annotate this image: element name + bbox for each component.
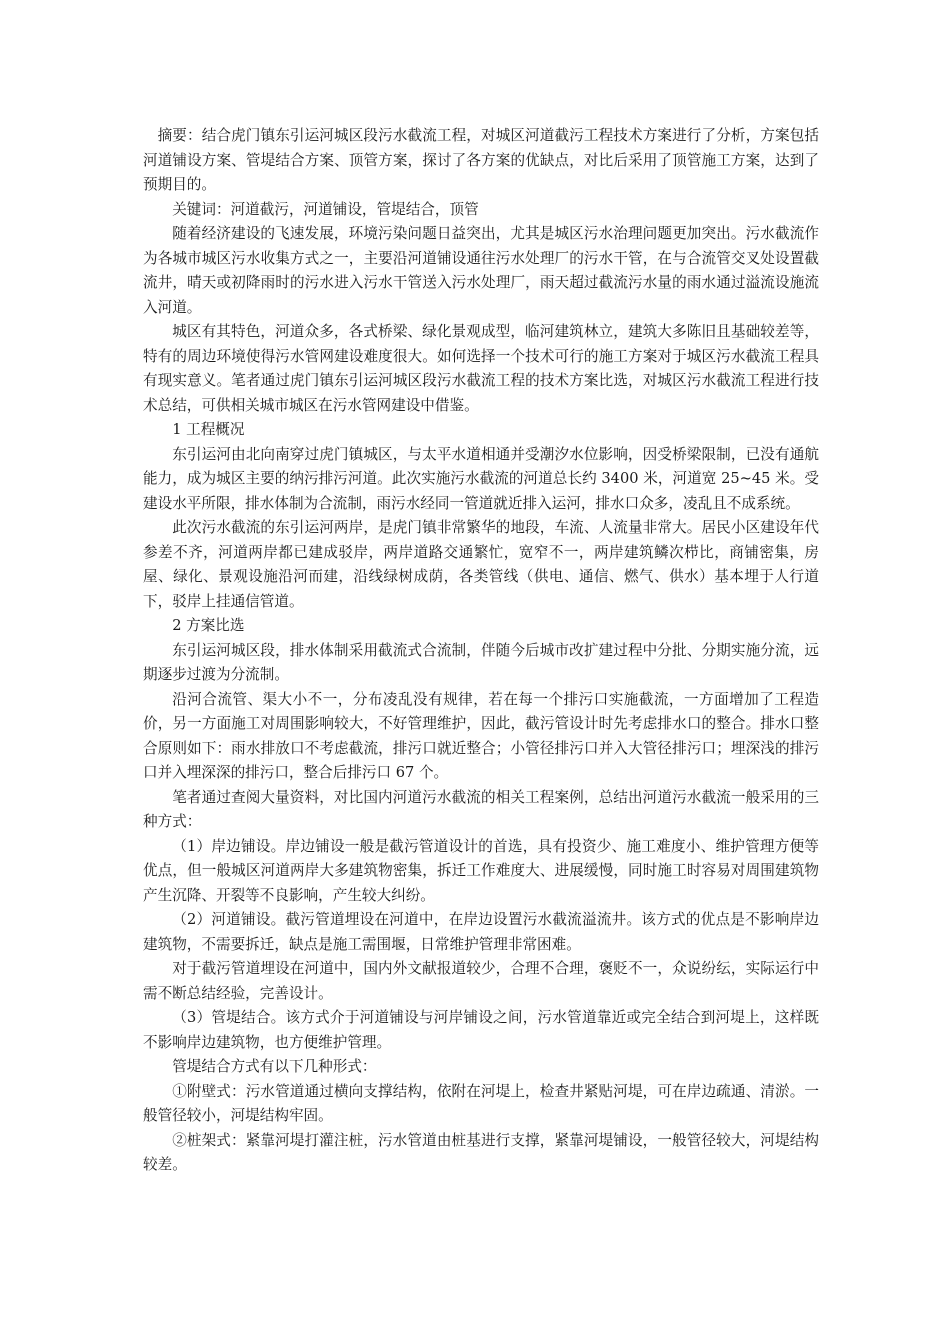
abstract-paragraph: 摘要：结合虎门镇东引运河城区段污水截流工程，对城区河道截污工程技术方案进行了分析，方案包括河道铺设方案、管堤结合方案、顶管方案，探讨了各方案的优缺点，对比后采用了顶管施工方案，达到了预期目的。 <box>143 127 819 193</box>
body-paragraph: 笔者通过查阅大量资料，对比国内河道污水截流的相关工程案例，总结出河道污水截流一般采用的三种方式： <box>143 788 819 830</box>
body-paragraph: （2）河道铺设。截污管道埋设在河道中，在岸边设置污水截流溢流井。该方式的优点是不影响岸边建筑物，不需要拆迁，缺点是施工需围堰，日常维护管理非常困难。 <box>143 911 819 953</box>
section-heading: 2 方案比选 <box>172 617 245 634</box>
body-paragraph: ①附壁式：污水管道通过横向支撑结构，依附在河堤上，检查井紧贴河堤，可在岸边疏通、清淤。一般管径较小，河堤结构牢固。 <box>143 1082 819 1124</box>
body-paragraph: （1）岸边铺设。岸边铺设一般是截污管道设计的首选，具有投资少、施工难度小、维护管理方便等优点，但一般城区河道两岸大多建筑物密集，拆迁工作难度大、进展缓慢，同时施工时容易对周围建筑物产生沉降、开裂等不良影响，产生较大纠纷。 <box>143 837 819 904</box>
section-heading: 1 工程概况 <box>172 421 245 438</box>
body-paragraph: 此次污水截流的东引运河两岸，是虎门镇非常繁华的地段，车流、人流量非常大。居民小区建设年代参差不齐，河道两岸都已建成驳岸，两岸道路交通繁忙，宽窄不一，两岸建筑鳞次栉比，商铺密集，房屋、绿化、景观设施沿河而建，沿线绿树成荫，各类管线（供电、通信、燃气、供水）基本埋于人行道下，驳岸上挂通信管道。 <box>143 519 819 610</box>
body-paragraph: （3）管堤结合。该方式介于河道铺设与河岸铺设之间，污水管道靠近或完全结合到河堤上，这样既不影响岸边建筑物，也方便维护管理。 <box>143 1009 819 1051</box>
body-paragraph: 东引运河城区段，排水体制采用截流式合流制，伴随今后城市改扩建过程中分批、分期实施分流，远期逐步过渡为分流制。 <box>143 641 819 683</box>
body-paragraph: 东引运河由北向南穿过虎门镇城区，与太平水道相通并受潮汐水位影响，因受桥梁限制，已没有通航能力，成为城区主要的纳污排污河道。此次实施污水截流的河道总长约 3400 米，河道宽 25~45 米。受建设水平所限，排水体制为合流制，雨污水经同一管道就近排入运河，排水口众多，凌乱且不成系统。 <box>143 445 819 512</box>
body-paragraph: 城区有其特色，河道众多，各式桥梁、绿化景观成型，临河建筑林立，建筑大多陈旧且基础较差等，特有的周边环境使得污水管网建设难度很大。如何选择一个技术可行的施工方案对于城区污水截流工程具有现实意义。笔者通过虎门镇东引运河城区段污水截流工程的技术方案比选，对城区污水截流工程进行技术总结，可供相关城市城区在污水管网建设中借鉴。 <box>143 323 819 414</box>
body-paragraph: 管堤结合方式有以下几种形式： <box>172 1058 377 1075</box>
body-paragraph: 沿河合流管、渠大小不一，分布凌乱没有规律，若在每一个排污口实施截流，一方面增加了工程造价，另一方面施工对周围影响较大，不好管理维护，因此，截污管设计时先考虑排水口的整合。排水口整合原则如下：雨水排放口不考虑截流，排污口就近整合；小管径排污口并入大管径排污口；埋深浅的排污口并入埋深深的排污口，整合后排污口 67 个。 <box>143 690 819 781</box>
body-paragraph: 随着经济建设的飞速发展，环境污染问题日益突出，尤其是城区污水治理问题更加突出。污水截流作为各城市城区污水收集方式之一，主要沿河道铺设通往污水处理厂的污水干管，在与合流管交叉处设置截流井，晴天或初降雨时的污水进入污水干管送入污水处理厂，雨天超过截流污水量的雨水通过溢流设施流入河道。 <box>143 225 819 316</box>
body-paragraph: ②桩架式：紧靠河堤打灌注桩，污水管道由桩基进行支撑，紧靠河堤铺设，一般管径较大，河堤结构较差。 <box>143 1131 819 1173</box>
keywords-line: 关键词：河道截污，河道铺设，管堤结合，顶管 <box>172 200 479 218</box>
document-body <box>143 124 819 1178</box>
body-paragraph: 对于截污管道埋设在河道中，国内外文献报道较少，合理不合理，褒贬不一，众说纷纭，实际运行中需不断总结经验，完善设计。 <box>143 960 819 1002</box>
